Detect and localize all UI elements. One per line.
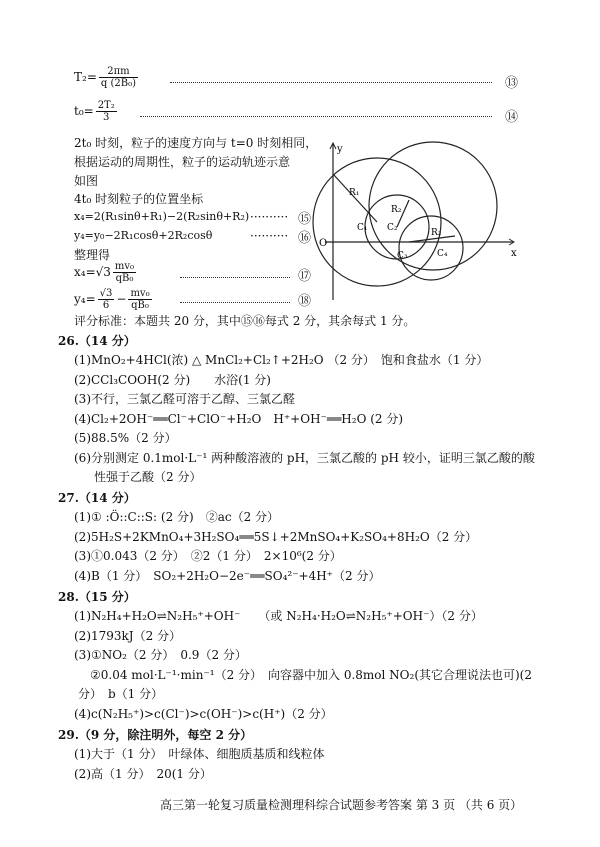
q27-line-2: (2)5H₂S+2KMnO₄+3H₂SO₄══5S↓+2MnSO₄+K₂SO₄+8H₂O（2 分） (74, 530, 478, 544)
eq14-lhs: t₀= (74, 104, 94, 118)
eq18-numerator-1: √3 (99, 288, 113, 299)
q28-heading: 28.（15 分） (58, 590, 136, 604)
text-line-4: 4t₀ 时刻粒子的位置坐标 (74, 192, 204, 206)
q28-line-4: ②0.04 mol·L⁻¹·min⁻¹（2 分） 向容器中加入 0.8mol NO₂(其它合理说法也可)(2 (90, 668, 532, 682)
eq18-denominator-1: 6 (102, 300, 110, 311)
trajectory-figure (305, 140, 520, 305)
mark-16: ⑯ (298, 231, 312, 246)
eq18-minus: − (116, 292, 127, 306)
q27-heading: 27.（14 分） (58, 491, 136, 505)
mark-14: ⑭ (505, 110, 519, 125)
eq14-fraction (96, 100, 117, 123)
equation-17 (74, 261, 138, 284)
q26-line-5: (5)88.5%（2 分） (74, 431, 177, 445)
q28-line-2: (2)1793kJ（2 分） (74, 629, 182, 643)
leader-dots-16-text: ·········· (250, 229, 289, 243)
text-line-1: 2t₀ 时刻，粒子的速度方向与 t=0 时刻相同， (74, 136, 318, 150)
q28-line-1: (1)N₂H₄+H₂O⇌N₂H₅⁺+OH⁻ （或 N₂H₄·H₂O⇌N₂H₅⁺+OH⁻）（2 分） (74, 609, 483, 623)
q26-line-6: (6)分别测定 0.1mol·L⁻¹ 两种酸溶液的 pH，三氯乙酸的 pH 较小，证明三氯乙酸的酸 (74, 451, 535, 465)
q27-line-1: (1)① :Ö::C::S: (2 分) ②ac（2 分） (74, 510, 280, 524)
leader-dots-15-text: ·········· (250, 210, 289, 224)
mark-17: ⑰ (298, 269, 312, 284)
text-line-2: 根据运动的周期性，粒子的运动轨迹示意 (74, 155, 291, 169)
eq14-denominator: 3 (103, 112, 110, 123)
leader-dots-13 (170, 82, 492, 83)
equation-13 (74, 66, 140, 89)
large-arc-3 (369, 142, 497, 270)
label-r2-b: R₂ (431, 228, 442, 238)
eq18-fraction-1 (98, 288, 115, 311)
q29-heading: 29.（9 分，除注明外，每空 2 分） (58, 728, 253, 742)
mark-18: ⑱ (298, 294, 312, 309)
q29-line-1: (1)大于（1 分） 叶绿体、细胞质基质和线粒体 (74, 747, 325, 761)
leader-dots-17 (180, 277, 290, 278)
scoring-note: 评分标准：本题共 20 分，其中⑮⑯每式 2 分，其余每式 1 分。 (74, 314, 416, 328)
eq17-denominator: qB₀ (115, 273, 134, 284)
q26-heading: 26.（14 分） (58, 334, 136, 348)
equation-18 (74, 288, 154, 311)
label-c1: C₁ (357, 223, 368, 233)
q28-line-5: 分） b（1 分） (78, 687, 164, 701)
label-r1: R₁ (349, 188, 360, 198)
eq18-numerator-2: mv₀ (130, 288, 150, 299)
q26-line-7: 性强于乙酸（2 分） (94, 470, 202, 484)
equation-16: y₄=y₀−2R₁cosθ+2R₂cosθ (74, 229, 213, 242)
q28-line-3: (3)①NO₂（2 分） 0.9（2 分） (74, 648, 247, 662)
eq17-fraction (113, 261, 136, 284)
label-x: x (511, 248, 517, 259)
q29-line-2: (2)高（1 分） 20(1 分） (74, 767, 212, 781)
q27-line-4: (4)B（1 分） SO₂+2H₂O−2e⁻══SO₄²⁻+4H⁺（2 分） (74, 569, 381, 583)
mark-15: ⑮ (298, 212, 312, 227)
radius-r1 (333, 174, 377, 222)
eq13-fraction (99, 66, 138, 89)
text-line-3: 如图 (74, 174, 99, 188)
eq18-fraction-2 (128, 288, 151, 311)
q26-line-4: (4)Cl₂+2OH⁻══Cl⁻+ClO⁻+H₂O H⁺+OH⁻══H₂O (2 分) (74, 412, 404, 426)
label-y: y (337, 144, 343, 155)
leader-dots-18 (180, 302, 290, 303)
mark-13: ⑬ (505, 76, 519, 91)
label-origin: O (319, 238, 328, 249)
eq13-numerator: 2πm (99, 66, 138, 78)
q27-line-3: (3)①0.043（2 分） ②2（1 分） 2×10⁶(2 分） (74, 549, 342, 563)
label-r2-a: R₂ (391, 205, 402, 215)
label-c2: C₂ (387, 223, 398, 233)
eq14-numerator: 2T₂ (97, 100, 115, 111)
equation-14 (74, 100, 119, 123)
label-c4: C₄ (437, 249, 448, 259)
label-c3: C₃ (397, 251, 408, 261)
eq17-numerator: mv₀ (114, 261, 135, 272)
page-footer: 高三第一轮复习质量检测理科综合试题参考答案 第 3 页 （共 6 页） (160, 798, 523, 812)
q26-line-1: (1)MnO₂+4HCl(浓) △ MnCl₂+Cl₂↑+2H₂O （2 分） 饱和食盐水（1 分） (74, 353, 489, 367)
eq13-denominator: q (2B₀) (100, 78, 136, 89)
q26-line-3: (3)不行，三氯乙醛可溶于乙醇、三氯乙醛 (74, 392, 295, 406)
eq18-denominator-2: qB₀ (131, 300, 149, 311)
q26-line-2: (2)CCl₃COOH(2 分) 水浴(1 分) (74, 373, 271, 387)
eq18-lhs: y₄= (74, 292, 96, 306)
equation-15: x₄=2(R₁sinθ+R₁)−2(R₂sinθ+R₂) (74, 210, 250, 223)
q28-line-6: (4)c(N₂H₅⁺)>c(Cl⁻)>c(OH⁻)>c(H⁺)（2 分） (74, 707, 333, 721)
eq17-lhs: x₄=√3 (74, 265, 111, 279)
text-line-5: 整理得 (74, 248, 111, 262)
leader-dots-14 (140, 116, 492, 117)
eq13-lhs: T₂= (74, 70, 97, 84)
